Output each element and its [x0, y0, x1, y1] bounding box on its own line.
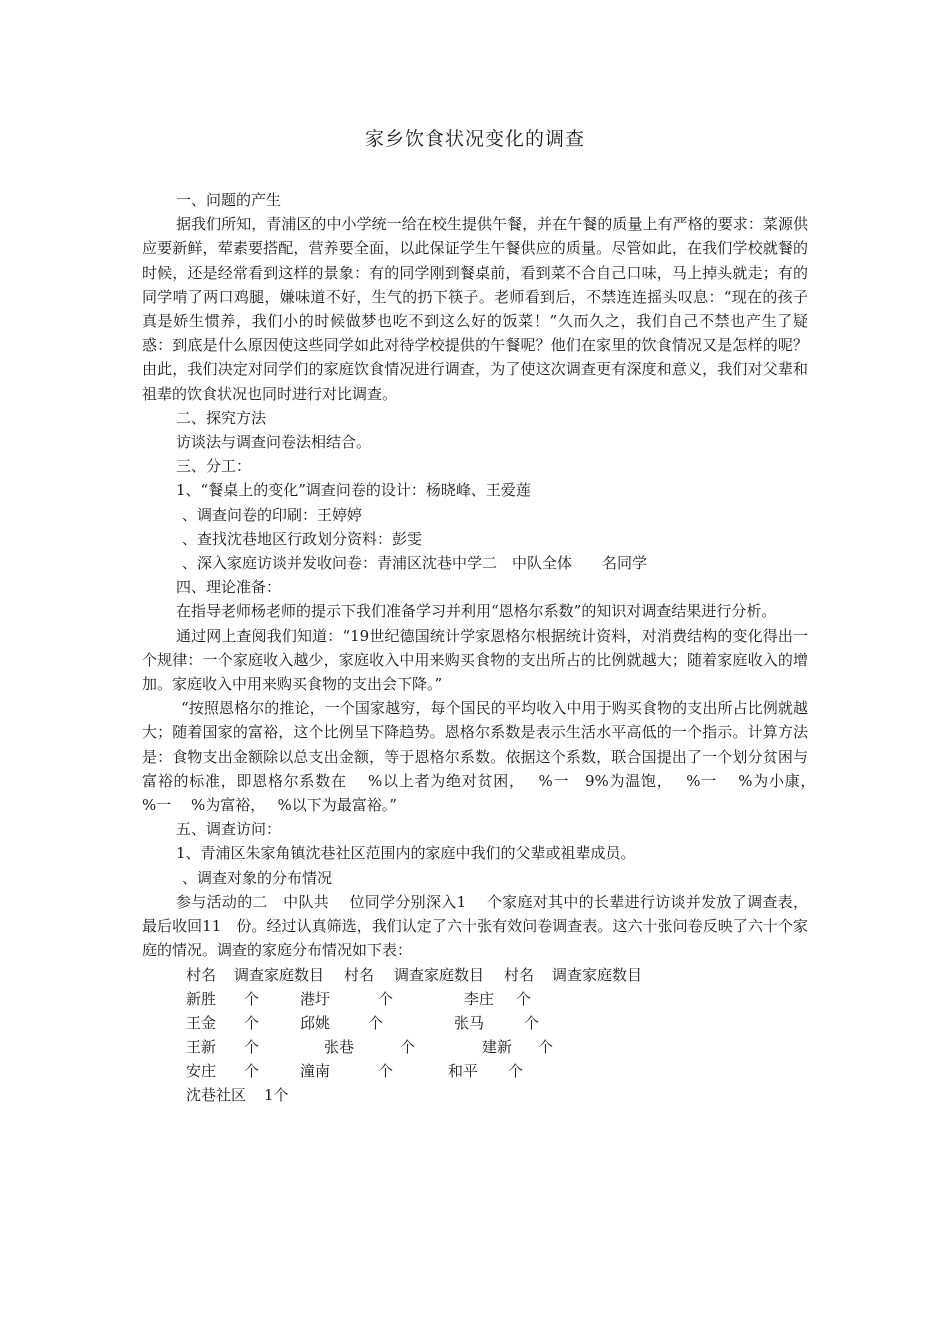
division-item-4: 、深入家庭访谈并发收问卷：青浦区沈巷中学二 中队全体 名同学 — [182, 554, 648, 573]
table-cell: 个 — [378, 1062, 394, 1081]
section-heading-survey: 五、调查访问： — [176, 820, 282, 839]
table-cell: 邱姚 — [300, 1013, 331, 1032]
table-cell: 新胜 — [186, 989, 217, 1008]
table-cell: 个 — [368, 1013, 384, 1032]
table-cell: 个 — [244, 1013, 260, 1032]
table-cell: 李庄 — [464, 989, 495, 1008]
distribution-table — [142, 963, 808, 1108]
paragraph-theory-1: 在指导老师杨老师的提示下我们准备学习并利用“恩格尔系数”的知识对调查结果进行分析。 — [176, 602, 777, 621]
paragraph-problem: 据我们所知，青浦区的中小学统一给在校生提供午餐，并在午餐的质量上有严格的要求：菜源供应要新鲜，荤素要搭配，营养要全面，以此保证学生午餐供应的质量。尽管如此，在我们学校就餐的时候，还是经常看到这样的景象：有的同学刚到餐桌前，看到菜不合自己口味，马上掉头就走；有的同学啃了两口鸡腿，嫌味道不好，生气的扔下筷子。老师看到后，不禁连连摇头叹息：“现在的孩子真是娇生惯养，我们小的时候做梦也吃不到这么好的饭菜！”久而久之，我们自己不禁也产生了疑惑：到底是什么原因使这些同学如此对待学校提供的午餐呢？他们在家里的饮食情况又是怎样的呢？由此，我们决定对同学们的家庭饮食情况进行调查，为了使这次调查更有深度和意义，我们对父辈和祖辈的饮食状况也同时进行对比调查。 — [142, 215, 808, 403]
table-row — [186, 1083, 808, 1107]
paragraph-theory-2: 通过网上查阅我们知道：“19世纪德国统计学家恩格尔根据统计资料，对消费结构的变化得出一个规律：一个家庭收入越少，家庭收入中用来购买食物的支出所占的比例就越大；随着家庭收入的增加。家庭收入中用来购买食物的支出会下降。” — [142, 626, 808, 694]
survey-item-2: 、调查对象的分布情况 — [182, 868, 333, 887]
table-row — [186, 1011, 808, 1035]
table-header-cell: 村名 — [504, 965, 535, 984]
section-heading-division: 三、分工： — [176, 457, 252, 476]
table-row — [186, 987, 808, 1011]
table-cell: 沈巷社区 — [186, 1086, 247, 1105]
table-cell: 个 — [244, 1038, 260, 1057]
survey-item-1: 1、青浦区朱家角镇沈巷社区范围内的家庭中我们的父辈或祖辈成员。 — [176, 844, 636, 863]
table-cell: 潼南 — [300, 1062, 331, 1081]
table-cell: 1个 — [264, 1086, 289, 1105]
division-item-1: 1、“餐桌上的变化”调查问卷的设计：杨晓峰、王爱莲 — [176, 481, 531, 500]
table-cell: 张马 — [454, 1013, 485, 1032]
table-cell: 个 — [378, 989, 394, 1008]
table-cell: 个 — [400, 1038, 416, 1057]
table-cell: 个 — [516, 989, 532, 1008]
table-cell: 个 — [508, 1062, 524, 1081]
section-heading-theory: 四、理论准备： — [176, 578, 282, 597]
table-cell: 个 — [524, 1013, 540, 1032]
page-title: 家乡饮食状况变化的调查 — [364, 128, 585, 150]
table-header-cell: 调查家庭数目 — [394, 965, 485, 984]
table-cell: 个 — [538, 1038, 554, 1057]
table-cell: 建新 — [482, 1038, 513, 1057]
table-header-row — [186, 963, 808, 987]
table-header-cell: 调查家庭数目 — [552, 965, 643, 984]
document-body — [142, 188, 828, 1108]
table-cell: 和平 — [448, 1062, 479, 1081]
table-header-cell: 调查家庭数目 — [234, 965, 325, 984]
table-cell: 个 — [244, 989, 260, 1008]
section-heading-method: 二、探究方法 — [176, 408, 267, 427]
table-row — [186, 1035, 808, 1059]
table-cell: 安庄 — [186, 1062, 217, 1081]
table-header-cell: 村名 — [344, 965, 375, 984]
section-heading-problem: 一、问题的产生 — [176, 191, 282, 209]
paragraph-method: 访谈法与调查问卷法相结合。 — [176, 433, 372, 452]
table-cell: 个 — [244, 1062, 260, 1081]
division-item-3: 、查找沈巷地区行政划分资料：彭雯 — [182, 529, 423, 548]
table-cell: 王新 — [186, 1038, 217, 1057]
division-item-2: 、调查问卷的印刷：王婷婷 — [182, 505, 363, 524]
paragraph-theory-3: “按照恩格尔的推论，一个国家越穷，每个国民的平均收入中用于购买食物的支出所占比例就越大；随着国家的富裕，这个比例呈下降趋势。恩格尔系数是表示生活水平高低的一个指示。计算方法是：食物支出金额除以总支出金额，等于恩格尔系数。依据这个系数，联合国提出了一个划分贫困与富裕的标准，即恩格尔系数在 %以上者为绝对贫困， %一 9%为温饱， %一 %为小康， %一 %为富裕， %以下为最富裕。” — [142, 699, 828, 815]
table-cell: 王金 — [186, 1013, 217, 1032]
paragraph-survey: 参与活动的二 中队共 位同学分别深入1 个家庭对其中的长辈进行访谈并发放了调查表，最后收回11 份。经过认真筛选，我们认定了六十张有效问卷调查表。这六十张问卷反映了六十个家庭的情况。调查的家庭分布情况如下表： — [142, 892, 808, 960]
table-header-cell: 村名 — [186, 965, 217, 984]
table-cell: 港圩 — [300, 989, 331, 1008]
table-row — [186, 1059, 808, 1083]
table-cell: 张巷 — [324, 1038, 355, 1057]
